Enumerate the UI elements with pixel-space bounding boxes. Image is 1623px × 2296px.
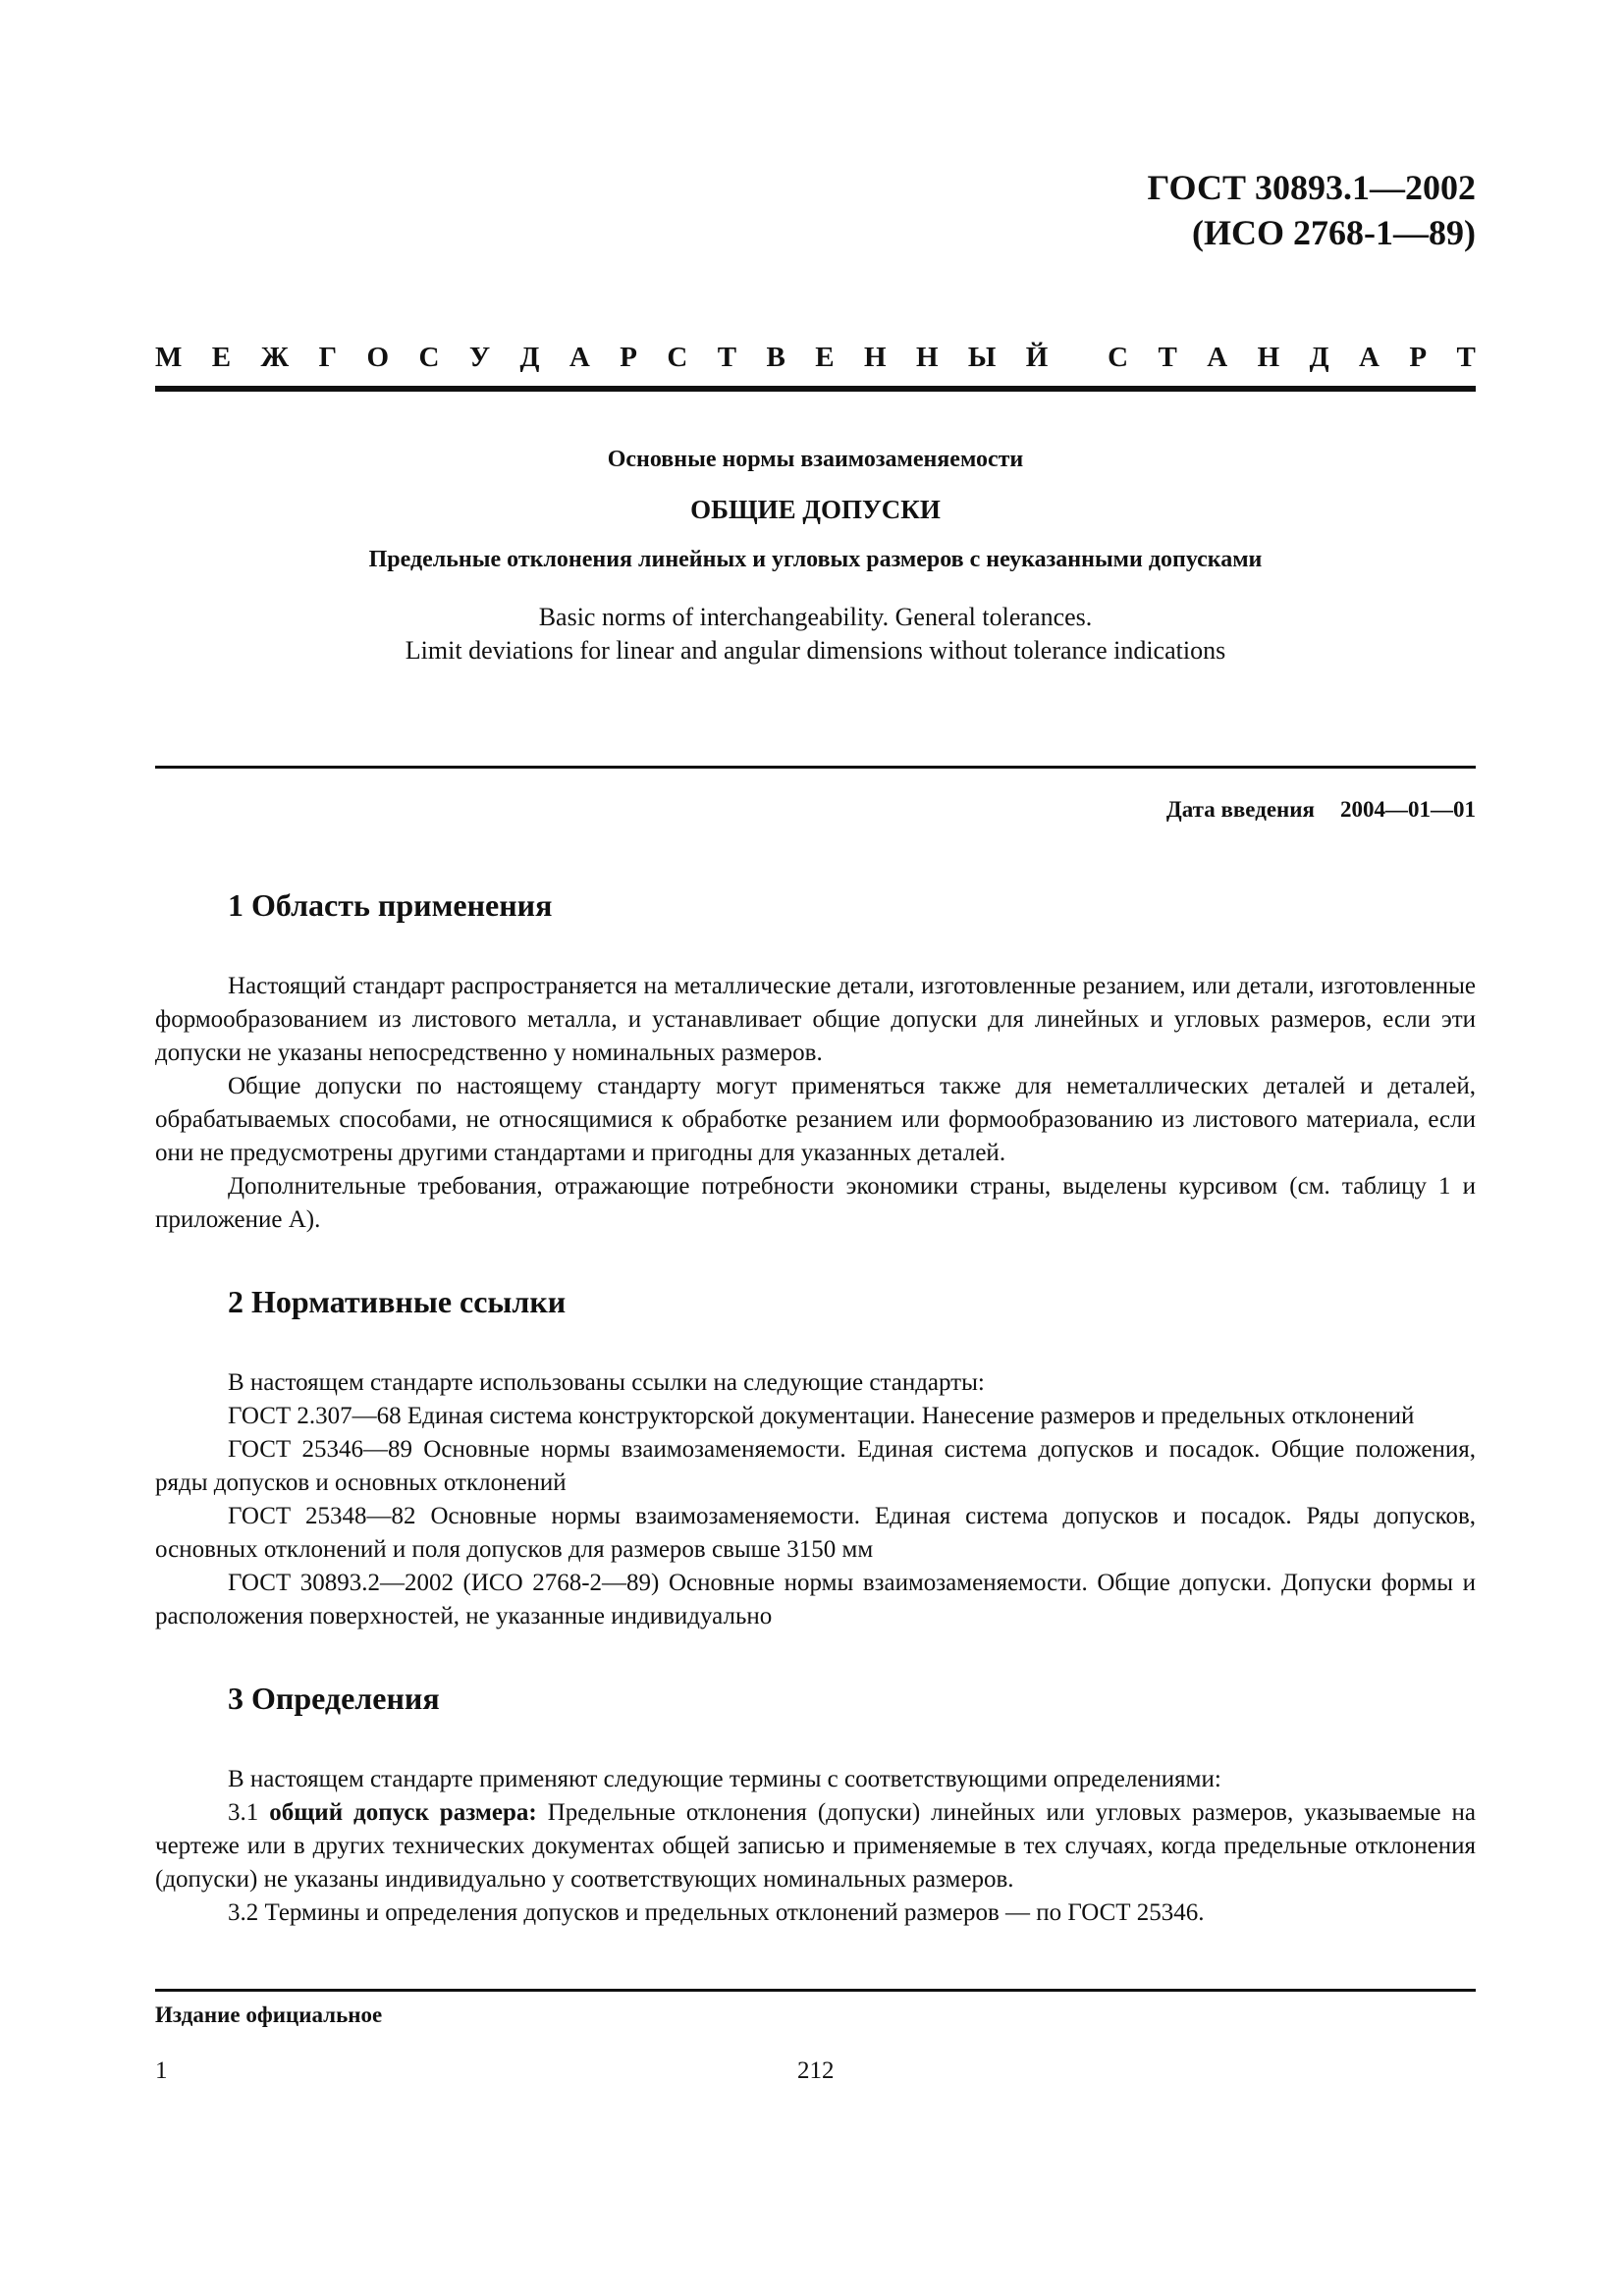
definition-item: 3.2 Термины и определения допусков и предельных отклонений размеров — по ГОСТ 25346. [228, 1899, 1205, 1926]
category-letter: Д [1309, 342, 1329, 373]
term: общий допуск размера: [269, 1799, 537, 1826]
paragraph: Настоящий стандарт распространяется на металлические детали, изготовленные резанием, или детали, изготовленные формообразованием из листового металла, и устанавливает общие допуски для линейных и угловых размеров, если эти допуски не указаны непосредственно у номинальных размеров. [155, 973, 1476, 1066]
category-letter: Й [1025, 342, 1049, 373]
paragraph: В настоящем стандарте применяют следующие термины с соответствующими определениями: [228, 1766, 1221, 1792]
reference-item: ГОСТ 25346—89 Основные нормы взаимозаменяемости. Единая система допусков и посадок. Общие положения, ряды допусков и основных отклонений [155, 1436, 1476, 1496]
section-heading: 2 Нормативные ссылки [228, 1284, 567, 1319]
category-letter: Р [620, 342, 637, 373]
category-letter: А [1358, 342, 1380, 373]
reference-item: ГОСТ 30893.2—2002 (ИСО 2768-2—89) Основные нормы взаимозаменяемости. Общие допуски. Допуски формы и расположения поверхностей, не указанные индивидуально [155, 1570, 1476, 1629]
document-subtitle: Предельные отклонения линейных и угловых размеров с неуказанными допусками [368, 547, 1263, 572]
term-definition: Предельные отклонения (допуски) линейных или угловых размеров, указываемые на чертеже или в других технических документах общей записью и применяемые в тех случаях, когда предельные отклонения (допуски) не указаны индивидуально у соответствующих номинальных размеров. [155, 1799, 1477, 1893]
category-letter: Н [863, 342, 887, 373]
category-letter: Д [519, 342, 540, 373]
term-number: 3.1 [228, 1799, 259, 1826]
document-body [155, 885, 1476, 1930]
title-block [155, 444, 1476, 667]
category-letter: С [1108, 342, 1129, 373]
introduction-date-value: 2004—01—01 [1340, 797, 1476, 822]
category-letter: Е [815, 342, 835, 373]
category-letter: Т [1158, 342, 1177, 373]
document-title: ОБЩИЕ ДОПУСКИ [690, 495, 941, 524]
paragraph: В настоящем стандарте использованы ссылки на следующие стандарты: [228, 1369, 985, 1396]
footer-divider [155, 1989, 1476, 1992]
category-letter: Р [1409, 342, 1428, 373]
paragraph: Общие допуски по настоящему стандарту могут применяться также для неметаллических деталей и деталей, обрабатываемых способами, не относящимися к обработке резанием или формообразованию из листового материала, если они не предусмотрены другими стандартами и пригодны для указанных деталей. [155, 1073, 1476, 1166]
category-letter: О [366, 342, 390, 373]
header-divider [155, 386, 1476, 392]
standard-category [155, 342, 1476, 374]
standard-number: ГОСТ 30893.1—2002 [1147, 168, 1476, 207]
category-letter: Г [318, 342, 338, 373]
category-letter: Ы [967, 342, 997, 373]
edition-note: Издание официальное [155, 2002, 383, 2027]
paragraph: Дополнительные требования, отражающие потребности экономики страны, выделены курсивом (см. таблицу 1 и приложение А). [155, 1173, 1476, 1233]
category-letter: А [568, 342, 590, 373]
category-letter: Т [717, 342, 737, 373]
title-group: Основные нормы взаимозаменяемости [607, 447, 1024, 472]
category-letter: А [1207, 342, 1228, 373]
category-letter: Ж [260, 342, 290, 373]
iso-number: (ИСО 2768-1—89) [1192, 213, 1476, 252]
introduction-date [1166, 797, 1476, 823]
category-letter: С [418, 342, 440, 373]
definition-item [155, 1796, 1476, 1896]
category-letter: Е [211, 342, 232, 373]
category-letter: У [468, 342, 491, 373]
section-heading: 3 Определения [228, 1681, 440, 1716]
section-heading: 1 Область применения [228, 887, 553, 923]
category-letter: Т [1456, 342, 1476, 373]
english-title-line1: Basic norms of interchangeability. General tolerances. [538, 603, 1093, 631]
category-letter: Н [1257, 342, 1280, 373]
category-letter: Н [915, 342, 939, 373]
standard-number-block [1148, 165, 1476, 255]
english-title-line2: Limit deviations for linear and angular dimensions without tolerance indications [405, 636, 1226, 665]
introduction-date-label: Дата введения [1165, 797, 1315, 822]
title-divider [155, 766, 1476, 769]
category-letter: С [667, 342, 688, 373]
global-page-number: 212 [797, 2057, 835, 2084]
page-number: 1 [155, 2057, 168, 2084]
category-letter: М [155, 342, 183, 373]
reference-item: ГОСТ 2.307—68 Единая система конструкторской документации. Нанесение размеров и предельных отклонений [228, 1403, 1415, 1429]
category-letter: В [766, 342, 785, 373]
reference-item: ГОСТ 25348—82 Основные нормы взаимозаменяемости. Единая система допусков и посадок. Ряды допусков, основных отклонений и поля допусков для размеров свыше 3150 мм [155, 1503, 1476, 1563]
